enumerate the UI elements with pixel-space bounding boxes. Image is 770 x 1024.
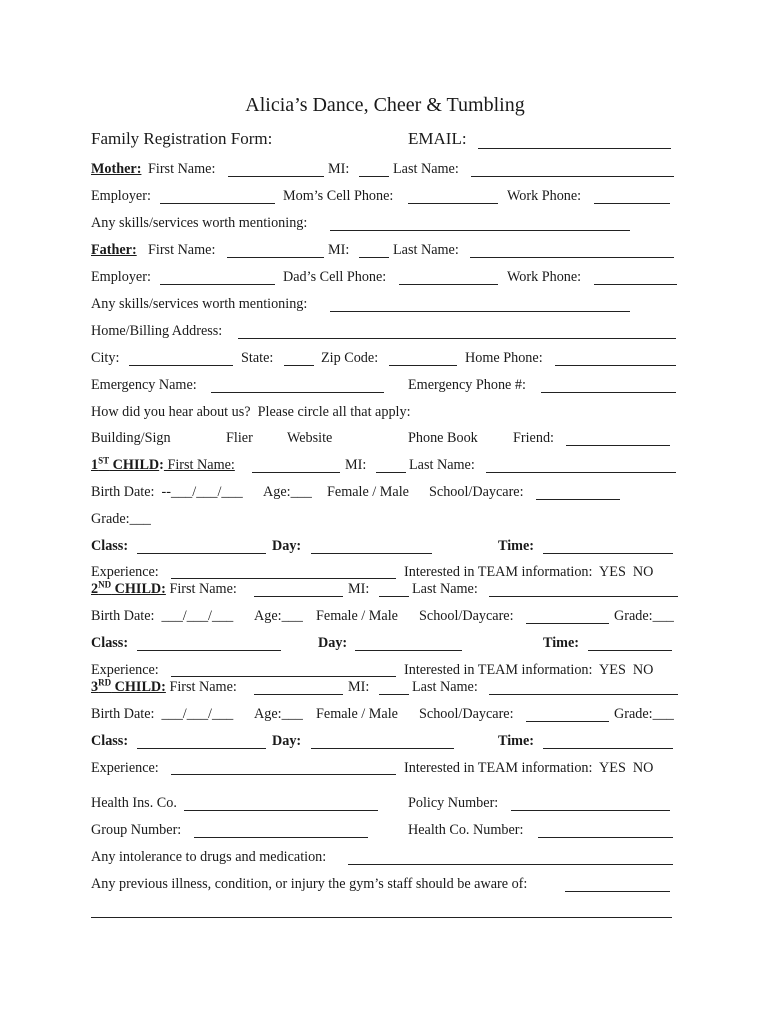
child3-mi-field[interactable] <box>379 694 409 695</box>
mother-label: Mother: <box>91 161 142 177</box>
father-mi-field[interactable] <box>359 257 389 258</box>
child2-mi-label: MI: <box>348 581 370 597</box>
child1-grade[interactable]: Grade:___ <box>91 511 151 527</box>
child3-mi-label: MI: <box>348 679 370 695</box>
father-work-label: Work Phone: <box>507 269 582 285</box>
child1-experience-field[interactable] <box>171 578 396 579</box>
child1-mi-field[interactable] <box>376 472 406 473</box>
child3-age[interactable]: Age:___ <box>254 706 303 722</box>
mother-mi-label: MI: <box>328 161 350 177</box>
zip-label: Zip Code: <box>321 350 379 366</box>
child3-class-label: Class: <box>91 733 129 749</box>
child1-heading: 1ST CHILD: First Name: <box>91 455 235 473</box>
child1-school-label: School/Daycare: <box>429 484 524 500</box>
emergency-phone-label: Emergency Phone #: <box>408 377 526 393</box>
child2-heading: 2ND CHILD: First Name: <box>91 579 237 597</box>
mother-cell-field[interactable] <box>408 203 498 204</box>
zip-field[interactable] <box>389 365 457 366</box>
child3-team[interactable]: Interested in TEAM information: YES NO <box>404 760 654 776</box>
referral-question: How did you hear about us? Please circle all that apply: <box>91 404 411 420</box>
referral-option-website[interactable]: Website <box>287 430 333 446</box>
child3-gender[interactable]: Female / Male <box>316 706 398 722</box>
child3-school-label: School/Daycare: <box>419 706 514 722</box>
father-label: Father: <box>91 242 137 258</box>
father-first-field[interactable] <box>227 257 324 258</box>
address-label: Home/Billing Address: <box>91 323 223 339</box>
child1-time-field[interactable] <box>543 553 673 554</box>
mother-last-field[interactable] <box>471 176 674 177</box>
city-label: City: <box>91 350 120 366</box>
child2-birth-date[interactable]: Birth Date: ___/___/___ <box>91 608 234 624</box>
child2-day-field[interactable] <box>355 650 462 651</box>
illness-extra-field[interactable] <box>91 917 672 918</box>
child1-experience-label: Experience: <box>91 564 159 580</box>
child3-school-field[interactable] <box>526 721 609 722</box>
insurance-label: Health Ins. Co. <box>91 795 177 811</box>
child1-class-field[interactable] <box>137 553 266 554</box>
mother-employer-label: Employer: <box>91 188 151 204</box>
child3-day-label: Day: <box>272 733 302 749</box>
father-employer-field[interactable] <box>160 284 275 285</box>
state-field[interactable] <box>284 365 314 366</box>
form-title: Alicia’s Dance, Cheer & Tumbling <box>245 94 525 116</box>
child2-day-label: Day: <box>318 635 348 651</box>
emergency-name-label: Emergency Name: <box>91 377 197 393</box>
mother-first-field[interactable] <box>228 176 324 177</box>
father-cell-label: Dad’s Cell Phone: <box>283 269 387 285</box>
child2-age[interactable]: Age:___ <box>254 608 303 624</box>
health-company-label: Health Co. Number: <box>408 822 524 838</box>
child1-time-label: Time: <box>498 538 534 554</box>
child2-time-field[interactable] <box>588 650 672 651</box>
child2-grade[interactable]: Grade:___ <box>614 608 674 624</box>
illness-label: Any previous illness, condition, or injury the gym’s staff should be aware of: <box>91 876 528 892</box>
form-heading: Family Registration Form: <box>91 129 273 148</box>
child3-heading: 3RD CHILD: First Name: <box>91 677 237 695</box>
referral-option-friend[interactable]: Friend: <box>513 430 554 446</box>
emergency-phone-field[interactable] <box>541 392 676 393</box>
child1-birth-date[interactable]: Birth Date: --___/___/___ <box>91 484 243 500</box>
illness-field[interactable] <box>565 891 670 892</box>
mother-work-label: Work Phone: <box>507 188 582 204</box>
child1-age[interactable]: Age:___ <box>263 484 312 500</box>
child1-first-field[interactable] <box>252 472 340 473</box>
child1-last-field[interactable] <box>486 472 676 473</box>
referral-option-phone-book[interactable]: Phone Book <box>408 430 478 446</box>
child3-time-field[interactable] <box>543 748 673 749</box>
email-field[interactable] <box>478 148 671 149</box>
emergency-name-field[interactable] <box>211 392 384 393</box>
father-skills-field[interactable] <box>330 311 630 312</box>
child3-experience-label: Experience: <box>91 760 159 776</box>
child2-mi-field[interactable] <box>379 596 409 597</box>
mother-first-label: First Name: <box>148 161 216 177</box>
referral-option-building[interactable]: Building/Sign <box>91 430 171 446</box>
address-field[interactable] <box>238 338 676 339</box>
child3-first-field[interactable] <box>254 694 343 695</box>
child2-last-field[interactable] <box>489 596 678 597</box>
child2-class-label: Class: <box>91 635 129 651</box>
mother-cell-label: Mom’s Cell Phone: <box>283 188 394 204</box>
child2-class-field[interactable] <box>137 650 281 651</box>
referral-option-flier[interactable]: Flier <box>226 430 253 446</box>
child1-team[interactable]: Interested in TEAM information: YES NO <box>404 564 654 580</box>
child1-school-field[interactable] <box>536 499 620 500</box>
mother-mi-field[interactable] <box>359 176 389 177</box>
health-company-field[interactable] <box>538 837 673 838</box>
referral-friend-field[interactable] <box>566 445 670 446</box>
father-last-field[interactable] <box>470 257 674 258</box>
policy-label: Policy Number: <box>408 795 499 811</box>
child3-day-field[interactable] <box>311 748 454 749</box>
group-field[interactable] <box>194 837 368 838</box>
insurance-field[interactable] <box>184 810 378 811</box>
child1-mi-label: MI: <box>345 457 367 473</box>
child2-school-label: School/Daycare: <box>419 608 514 624</box>
policy-field[interactable] <box>511 810 670 811</box>
group-label: Group Number: <box>91 822 182 838</box>
intolerance-field[interactable] <box>348 864 673 865</box>
mother-skills-label: Any skills/services worth mentioning: <box>91 215 308 231</box>
father-mi-label: MI: <box>328 242 350 258</box>
father-work-field[interactable] <box>594 284 677 285</box>
mother-skills-field[interactable] <box>330 230 630 231</box>
child3-birth-date[interactable]: Birth Date: ___/___/___ <box>91 706 234 722</box>
state-label: State: <box>241 350 274 366</box>
child2-experience-field[interactable] <box>171 676 396 677</box>
father-skills-label: Any skills/services worth mentioning: <box>91 296 308 312</box>
intolerance-label: Any intolerance to drugs and medication: <box>91 849 327 865</box>
child3-last-label: Last Name: <box>412 679 478 695</box>
child1-last-label: Last Name: <box>409 457 475 473</box>
child1-class-label: Class: <box>91 538 129 554</box>
city-field[interactable] <box>129 365 233 366</box>
home-phone-field[interactable] <box>555 365 676 366</box>
home-phone-label: Home Phone: <box>465 350 543 366</box>
child1-gender[interactable]: Female / Male <box>327 484 409 500</box>
mother-last-label: Last Name: <box>393 161 459 177</box>
child3-experience-field[interactable] <box>171 774 396 775</box>
child2-gender[interactable]: Female / Male <box>316 608 398 624</box>
father-last-label: Last Name: <box>393 242 459 258</box>
child2-time-label: Time: <box>543 635 579 651</box>
child3-last-field[interactable] <box>489 694 678 695</box>
child2-last-label: Last Name: <box>412 581 478 597</box>
child3-grade[interactable]: Grade:___ <box>614 706 674 722</box>
email-label: EMAIL: <box>408 129 467 148</box>
child1-day-label: Day: <box>272 538 302 554</box>
child2-school-field[interactable] <box>526 623 609 624</box>
child2-first-field[interactable] <box>254 596 343 597</box>
father-first-label: First Name: <box>148 242 216 258</box>
child3-time-label: Time: <box>498 733 534 749</box>
child3-class-field[interactable] <box>137 748 266 749</box>
child2-team[interactable]: Interested in TEAM information: YES NO <box>404 662 654 678</box>
father-cell-field[interactable] <box>399 284 498 285</box>
child2-experience-label: Experience: <box>91 662 159 678</box>
mother-work-field[interactable] <box>594 203 670 204</box>
child1-day-field[interactable] <box>311 553 432 554</box>
father-employer-label: Employer: <box>91 269 151 285</box>
mother-employer-field[interactable] <box>160 203 275 204</box>
